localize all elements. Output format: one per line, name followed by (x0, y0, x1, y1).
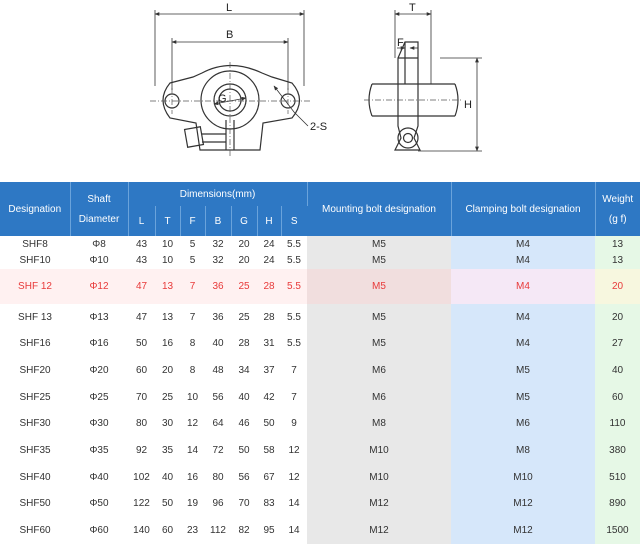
cell-designation: SHF10 (19, 255, 51, 267)
header-dim-t: T (155, 206, 180, 236)
dim-s-label: 2-S (310, 121, 328, 133)
cell-clamping-bolt: M8 (451, 437, 595, 464)
cell-b: 36 (212, 311, 224, 323)
cell-h: 95 (263, 525, 275, 537)
cell-s: 5.5 (287, 311, 301, 323)
cell-shaft-diameter: Φ60 (89, 525, 109, 537)
cell-weight: 890 (595, 491, 640, 518)
table-row (0, 491, 640, 518)
table-row (0, 357, 640, 384)
cell-s: 14 (288, 498, 300, 510)
flange-outline (163, 66, 300, 151)
table-row (0, 437, 640, 464)
cell-l: 50 (135, 338, 148, 350)
cell-t: 10 (161, 238, 174, 250)
cell-mounting-bolt: M5 (307, 330, 451, 357)
cell-b: 96 (212, 498, 224, 510)
cell-s: 12 (288, 445, 300, 457)
cell-clamping-bolt: M12 (451, 491, 595, 518)
header-shaft-line1: Shaft (87, 193, 111, 205)
cell-shaft-diameter: Φ13 (89, 311, 109, 323)
header-dim-h: H (257, 206, 281, 236)
cell-designation: SHF 13 (18, 311, 52, 323)
cell-l: 60 (135, 364, 148, 376)
cell-s: 9 (291, 418, 297, 430)
cell-l: 122 (133, 498, 150, 510)
cell-designation: SHF40 (19, 471, 51, 483)
cell-mounting-bolt: M5 (307, 236, 451, 252)
cell-t: 13 (155, 269, 180, 304)
header-clamping-bolt: Clamping bolt designation (451, 182, 595, 236)
cell-mounting-bolt: M10 (307, 437, 451, 464)
cell-clamping-bolt: M12 (451, 517, 595, 544)
cell-shaft-diameter: Φ12 (70, 269, 128, 304)
cell-clamping-bolt: M6 (451, 411, 595, 438)
cell-mounting-bolt: M12 (307, 517, 451, 544)
cell-s: 7 (291, 364, 297, 376)
cell-mounting-bolt: M6 (307, 357, 451, 384)
cell-h: 28 (263, 311, 275, 323)
header-dim-b: B (205, 206, 231, 236)
dim-t-label: T (409, 2, 416, 14)
cell-g: 46 (238, 418, 250, 430)
cell-shaft-diameter: Φ16 (89, 338, 109, 350)
cell-clamping-bolt: M4 (451, 252, 595, 268)
table-row (0, 269, 640, 304)
cell-t: 20 (161, 364, 174, 376)
cell-s: 7 (291, 391, 297, 403)
cell-designation: SHF30 (19, 418, 51, 430)
cell-g: 25 (231, 269, 257, 304)
cell-f: 12 (186, 418, 199, 430)
cell-weight: 20 (595, 304, 640, 331)
cell-shaft-diameter: Φ8 (92, 238, 106, 250)
cell-t: 10 (161, 255, 174, 267)
table-row (0, 330, 640, 357)
cell-weight: 27 (595, 330, 640, 357)
table-row (0, 411, 640, 438)
cell-designation: SHF 12 (0, 269, 70, 304)
cell-b: 40 (212, 338, 224, 350)
cell-l: 47 (135, 311, 148, 323)
cell-f: 8 (189, 364, 196, 376)
dim-h-label: H (464, 99, 472, 111)
cell-f: 16 (186, 471, 199, 483)
cell-clamping-bolt: M4 (451, 304, 595, 331)
cell-l: 43 (135, 238, 148, 250)
cell-h: 50 (263, 418, 275, 430)
cell-s: 5.5 (287, 338, 301, 350)
cell-weight: 60 (595, 384, 640, 411)
cell-designation: SHF60 (19, 525, 51, 537)
header-dim-s: S (281, 206, 307, 236)
cell-weight: 110 (595, 411, 640, 438)
dim-l-label: L (226, 2, 233, 14)
table-row (0, 384, 640, 411)
cell-shaft-diameter: Φ35 (89, 445, 109, 457)
header-designation: Designation (0, 182, 70, 236)
table-row (0, 236, 640, 252)
cell-t: 13 (161, 311, 174, 323)
cell-designation: SHF8 (22, 238, 48, 250)
front-centerlines (150, 62, 310, 156)
cell-mounting-bolt: M5 (307, 304, 451, 331)
cell-h: 28 (257, 269, 281, 304)
cell-weight: 40 (595, 357, 640, 384)
cell-mounting-bolt: M6 (307, 384, 451, 411)
cell-f: 14 (186, 445, 199, 457)
dim-h (418, 58, 482, 151)
table-row (0, 464, 640, 491)
cell-b: 32 (212, 238, 224, 250)
table-row (0, 304, 640, 331)
technical-drawing (0, 0, 640, 180)
table-row (0, 252, 640, 268)
header-weight-line2: (g f) (608, 213, 627, 225)
cell-b: 72 (212, 445, 224, 457)
cell-b: 32 (212, 255, 224, 267)
cell-g: 56 (238, 471, 250, 483)
cell-h: 42 (263, 391, 275, 403)
cell-mounting-bolt: M12 (307, 491, 451, 518)
cell-g: 70 (238, 498, 250, 510)
cell-t: 50 (161, 498, 174, 510)
header-weight (595, 182, 640, 236)
cell-h: 58 (263, 445, 275, 457)
cell-l: 80 (135, 418, 148, 430)
cell-mounting-bolt: M10 (307, 464, 451, 491)
cell-h: 67 (263, 471, 275, 483)
cell-designation: SHF20 (19, 364, 51, 376)
cell-b: 36 (205, 269, 231, 304)
cell-weight: 1500 (595, 517, 640, 544)
cell-b: 112 (210, 525, 226, 537)
cell-t: 40 (161, 471, 174, 483)
cell-clamping-bolt: M10 (451, 464, 595, 491)
cell-h: 31 (263, 338, 275, 350)
cell-shaft-diameter: Φ30 (89, 418, 109, 430)
cell-designation: SHF25 (19, 391, 51, 403)
cell-s: 5.5 (287, 238, 301, 250)
cell-weight: 13 (595, 236, 640, 252)
cell-s: 5.5 (281, 269, 307, 304)
spec-table-body (0, 236, 640, 544)
cell-designation: SHF16 (19, 338, 51, 350)
cell-shaft-diameter: Φ10 (89, 255, 109, 267)
cell-shaft-diameter: Φ25 (89, 391, 109, 403)
cell-f: 5 (189, 238, 196, 250)
cell-h: 24 (263, 238, 275, 250)
cell-g: 25 (238, 311, 250, 323)
cell-b: 48 (212, 364, 224, 376)
cell-s: 5.5 (287, 255, 301, 267)
cell-t: 60 (161, 525, 174, 537)
cell-l: 47 (128, 269, 155, 304)
spec-table (0, 182, 640, 544)
cell-shaft-diameter: Φ40 (89, 471, 109, 483)
cell-shaft-diameter: Φ50 (89, 498, 109, 510)
cell-h: 24 (263, 255, 275, 267)
cell-l: 70 (135, 391, 148, 403)
cell-l: 140 (133, 525, 150, 537)
cell-weight: 13 (595, 252, 640, 268)
cell-t: 30 (161, 418, 174, 430)
cell-b: 64 (212, 418, 224, 430)
cell-t: 16 (161, 338, 174, 350)
cell-f: 5 (189, 255, 196, 267)
header-weight-line1: Weight (602, 193, 634, 205)
cell-l: 43 (135, 255, 148, 267)
cell-clamping-bolt: M4 (451, 236, 595, 252)
front-view (163, 66, 300, 151)
cell-designation: SHF35 (19, 445, 51, 457)
cell-h: 83 (263, 498, 275, 510)
drawing-svg (0, 0, 640, 180)
cell-g: 82 (238, 525, 250, 537)
cell-clamping-bolt: M4 (451, 330, 595, 357)
header-shaft-line2: Diameter (78, 213, 120, 225)
cell-mounting-bolt: M5 (307, 269, 451, 304)
cell-g: 28 (238, 338, 250, 350)
cell-f: 23 (186, 525, 199, 537)
header-dimensions: Dimensions(mm) (128, 182, 307, 206)
cell-shaft-diameter: Φ20 (89, 364, 109, 376)
header-dim-f: F (180, 206, 205, 236)
cell-weight: 20 (595, 269, 640, 304)
cell-clamping-bolt: M4 (451, 269, 595, 304)
cell-weight: 510 (595, 464, 640, 491)
header-dim-l: L (128, 206, 155, 236)
cell-mounting-bolt: M5 (307, 252, 451, 268)
header-mounting-bolt: Mounting bolt designation (307, 182, 451, 236)
clamp-screw-head (185, 127, 204, 148)
cell-clamping-bolt: M5 (451, 384, 595, 411)
dim-l (155, 10, 304, 86)
cell-b: 80 (212, 471, 224, 483)
cell-g: 20 (238, 255, 250, 267)
cell-g: 20 (238, 238, 250, 250)
header-shaft-diameter (70, 182, 128, 236)
cell-s: 12 (288, 471, 300, 483)
dim-g-label: G (218, 93, 227, 105)
cell-designation: SHF50 (19, 498, 51, 510)
cell-f: 7 (180, 269, 205, 304)
cell-l: 102 (133, 471, 150, 483)
cell-mounting-bolt: M8 (307, 411, 451, 438)
cell-weight: 380 (595, 437, 640, 464)
cell-g: 34 (238, 364, 250, 376)
dim-b-label: B (226, 29, 234, 41)
cell-f: 8 (189, 338, 196, 350)
table-row (0, 517, 640, 544)
cell-f: 10 (186, 391, 199, 403)
cell-b: 56 (212, 391, 224, 403)
cell-f: 7 (189, 311, 196, 323)
cell-t: 25 (161, 391, 174, 403)
dim-f-label: F (397, 37, 404, 49)
cell-t: 35 (161, 445, 174, 457)
header-row-1 (0, 182, 640, 206)
cell-s: 14 (288, 525, 300, 537)
cell-g: 50 (238, 445, 250, 457)
header-dim-g: G (231, 206, 257, 236)
cell-clamping-bolt: M5 (451, 357, 595, 384)
cell-l: 92 (135, 445, 148, 457)
cell-g: 40 (238, 391, 250, 403)
cell-h: 37 (263, 364, 275, 376)
cell-f: 19 (186, 498, 199, 510)
